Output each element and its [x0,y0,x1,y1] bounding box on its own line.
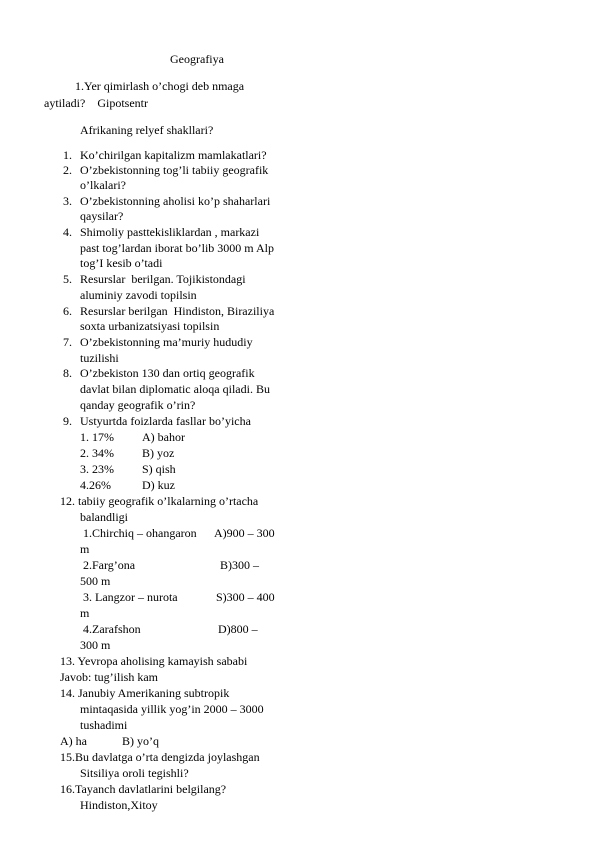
list-item-number: 9. [63,414,72,428]
match-left: 3. Langzor – nurota [80,590,178,604]
list-item-number: 1. [63,148,72,162]
list-item-text: O’zbekistonning ma’muriy hududiy [80,335,253,349]
document-title: Geografiya [170,52,224,66]
match-right: B) yoz [142,446,175,460]
match-continued: m [80,606,90,620]
match-continued: m [80,542,90,556]
match-left: 4.26% [80,478,111,492]
match-right: D) kuz [142,478,175,492]
match-right: S)300 – 400 [216,590,275,604]
question-14-continued: mintaqasida yillik yog’in 2000 – 3000 [80,702,264,716]
match-right: A)900 – 300 [214,526,275,540]
match-left: 2.Farg’ona [80,558,136,572]
option-b: B) yo’q [122,734,159,748]
question-15: 15.Bu davlatga o’rta dengizda joylashgan [60,750,260,764]
list-item-text: tuzilishi [80,351,119,365]
list-item-text: tog’I kesib o’tadi [80,256,163,270]
question-14-continued: tushadimi [80,718,128,732]
match-left: 1.Chirchiq – ohangaron [80,526,197,540]
list-item-text: Resurslar berilgan. Tojikistondagi [80,272,246,286]
list-item-text: Ustyurtda foizlarda fasllar bo’yicha [80,414,251,428]
question-16: 16.Tayanch davlatlarini belgilang? [60,782,227,796]
list-item-text: Shimoliy pasttekisliklardan , markazi [80,225,260,239]
question-14: 14. Janubiy Amerikaning subtropik [60,686,230,700]
match-right: A) bahor [142,430,185,444]
list-item-number: 8. [63,366,72,380]
list-item-number: 4. [63,225,72,239]
intro-question-1: 1.Yer qimirlash o’chogi deb nmaga [75,79,245,93]
intro-question-1-continued: aytiladi? Gipotsentr [44,96,148,110]
list-item-text: aluminiy zavodi topilsin [80,288,197,302]
match-right: S) qish [142,462,176,476]
question-15-continued: Sitsiliya oroli tegishli? [80,766,189,780]
list-item-text: qaysilar? [80,209,124,223]
list-item-text: qanday geografik o’rin? [80,398,196,412]
list-item-number: 5. [63,272,72,286]
question-13: 13. Yevropa aholising kamayish sababi [60,654,248,668]
list-item-text: davlat bilan diplomatic aloqa qiladi. Bu [80,382,270,396]
question-12-continued: balandligi [80,510,128,524]
list-item-text: o’lkalari? [80,178,126,192]
list-item-number: 3. [63,194,72,208]
list-item-number: 7. [63,335,72,349]
question-13-answer: Javob: tug’ilish kam [60,670,158,684]
list-item-text: soxta urbanizatsiyasi topilsin [80,319,220,333]
list-item-number: 6. [63,304,72,318]
match-left: 3. 23% [80,462,114,476]
match-left: 4.Zarafshon [80,622,141,636]
match-right: B)300 – [220,558,259,572]
list-item-text: Ko’chirilgan kapitalizm mamlakatlari? [80,148,267,162]
list-item-text: O’zbekistonning aholisi ko’p shaharlari [80,194,271,208]
match-left: 2. 34% [80,446,114,460]
question-12: 12. tabiiy geografik o’lkalarning o’rtacha [60,494,259,508]
intro-question-2: Afrikaning relyef shakllari? [80,123,214,137]
list-item-text: O’zbekiston 130 dan ortiq geografik [80,366,255,380]
match-continued: 500 m [80,574,111,588]
option-a: A) ha [60,734,87,748]
list-item-number: 2. [63,163,72,177]
list-item-text: past tog’lardan iborat bo’lib 3000 m Alp [80,241,274,255]
match-left: 1. 17% [80,430,114,444]
match-continued: 300 m [80,638,111,652]
list-item-text: O’zbekistonning tog’li tabiiy geografik [80,163,269,177]
question-16-answer: Hindiston,Xitoy [80,798,158,812]
list-item-text: Resurslar berilgan Hindiston, Biraziliya [80,304,275,318]
match-right: D)800 – [218,622,258,636]
